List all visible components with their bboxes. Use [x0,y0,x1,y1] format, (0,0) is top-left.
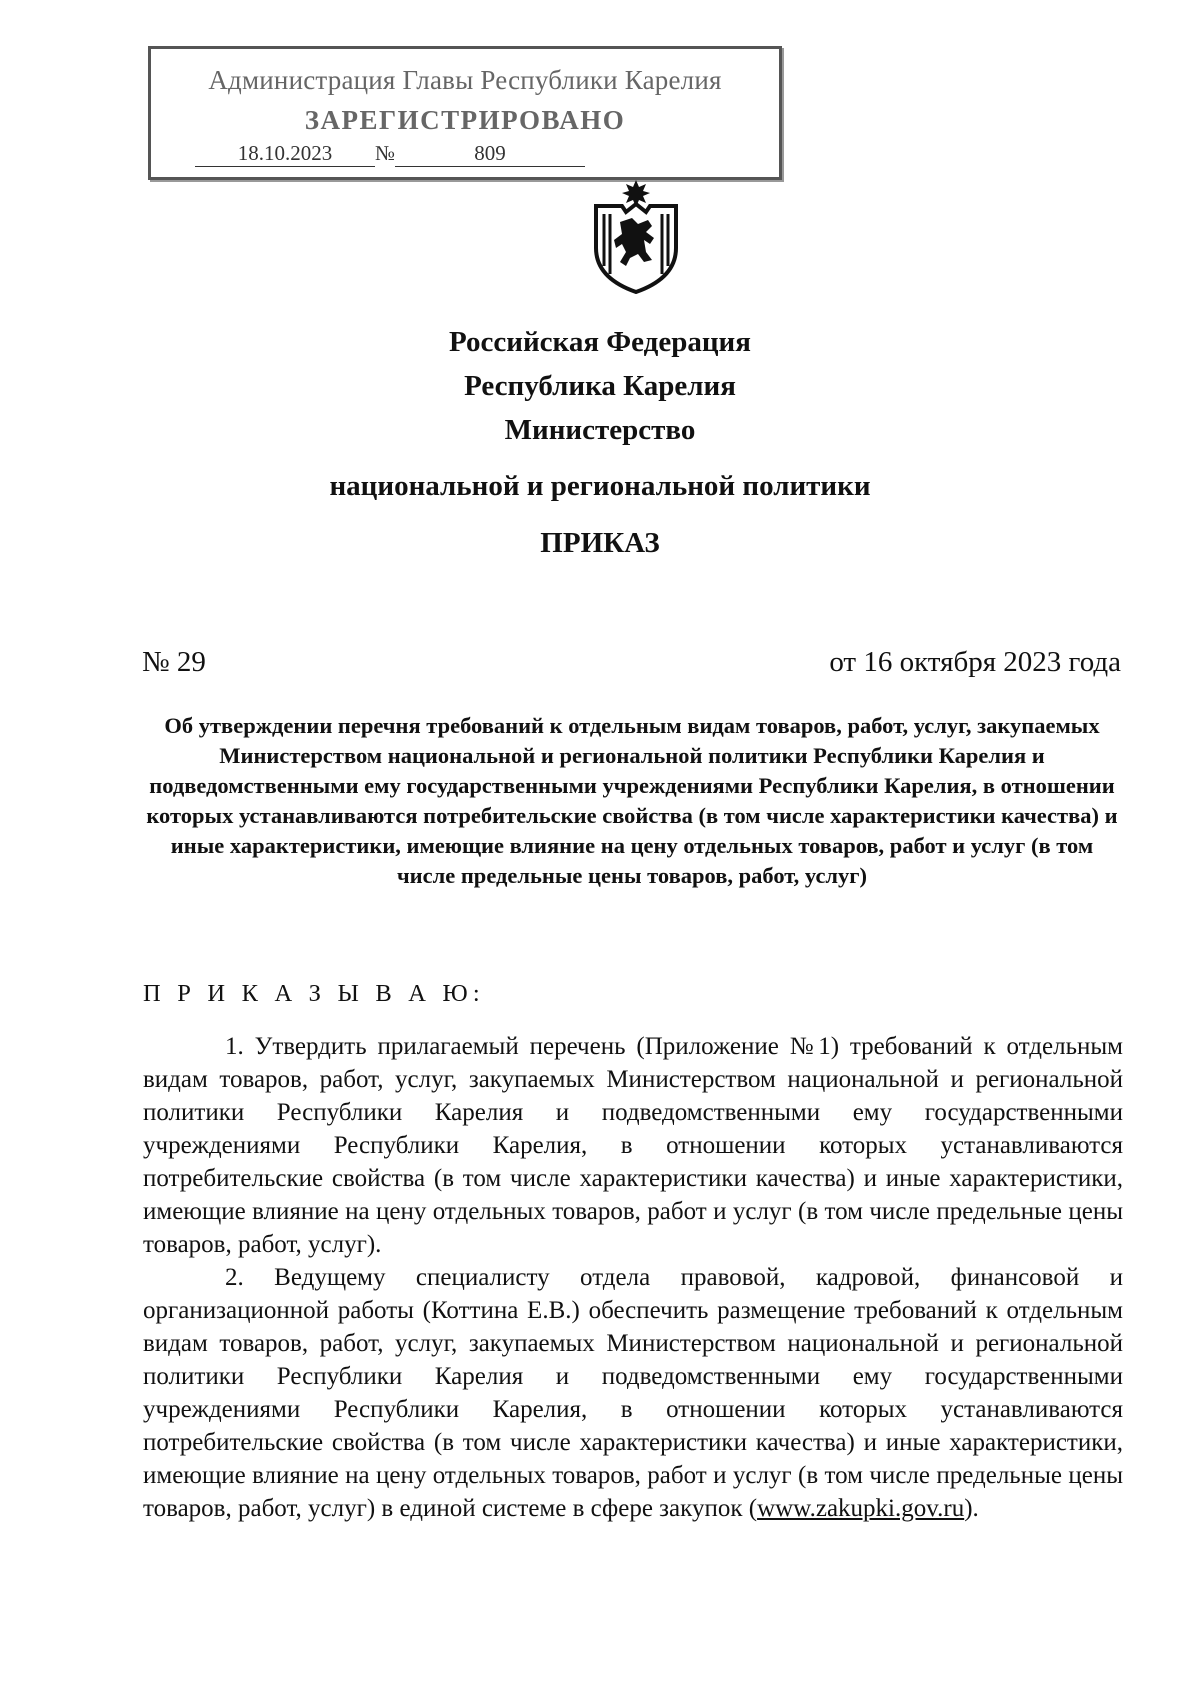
karelia-coat-of-arms-icon [586,178,686,294]
paragraph-2-end: ). [964,1495,979,1522]
stamp-registration-row [195,141,585,167]
stamp-registered-label: ЗАРЕГИСТРИРОВАНО [304,105,626,135]
header-country: Российская Федерация [449,326,751,358]
document-title: Об утверждении перечня требований к отдельным видам товаров, работ, услуг, закупаемых Министерством национальной и региональной политики Республики Карелия и подведомственными ему государственными учреждениями Республики Карелия, в отношении которых устанавливаются потребительские свойства (в том числе характеристики качества) и иные характеристики, имеющие влияние на цену отдельных товаров, работ и услуг (в том числе предельные цены товаров, работ, услуг) [146,713,1118,888]
header-doc-type: ПРИКАЗ [540,527,660,559]
paragraph-1: 1. Утвердить прилагаемый перечень (Приложение №1) требований к отдельным видам товаров, работ, услуг, закупаемых Министерством национальной и региональной политики Республики Карелия и подведомственными ему государственными учреждениями Республики Карелия, в отношении которых устанавливаются потребительские свойства (в том числе характеристики качества) и иные характеристики, имеющие влияние на цену отдельных товаров, работ и услуг (в том числе предельные цены товаров, работ, услуг). [143,1033,1123,1258]
document-date: от 16 октября 2023 года [829,646,1121,678]
paragraph-2 [143,1261,1123,1525]
registration-stamp [148,46,782,180]
stamp-number: 809 [395,141,585,167]
stamp-number-label: № [375,141,396,165]
order-word: П Р И К А З Ы В А Ю: [143,980,485,1007]
header-republic: Республика Карелия [464,370,736,402]
stamp-organization: Администрация Главы Республики Карелия [208,65,722,95]
document-body [143,1030,1123,1525]
header-ministry-line1: Министерство [504,414,696,446]
header-ministry-line2: национальной и региональной политики [329,470,871,502]
document-number: № 29 [142,646,206,678]
zakupki-link[interactable]: www.zakupki.gov.ru [757,1495,965,1522]
paragraph-2-text: 2. Ведущему специалисту отдела правовой, кадровой, финансовой и организационной работы (Коттина Е.В.) обеспечить размещение требований к отдельным видам товаров, работ, услуг, закупаемых Министерством национальной и региональной политики Республики Карелия и подведомственными ему государственными учреждениями Республики Карелия, в отношении которых устанавливаются потребительские свойства (в том числе характеристики качества) и иные характеристики, имеющие влияние на цену отдельных товаров, работ и услуг (в том числе предельные цены товаров, работ, услуг) в единой системе в сфере закупок ( [143,1264,1123,1522]
stamp-date: 18.10.2023 [195,141,375,167]
